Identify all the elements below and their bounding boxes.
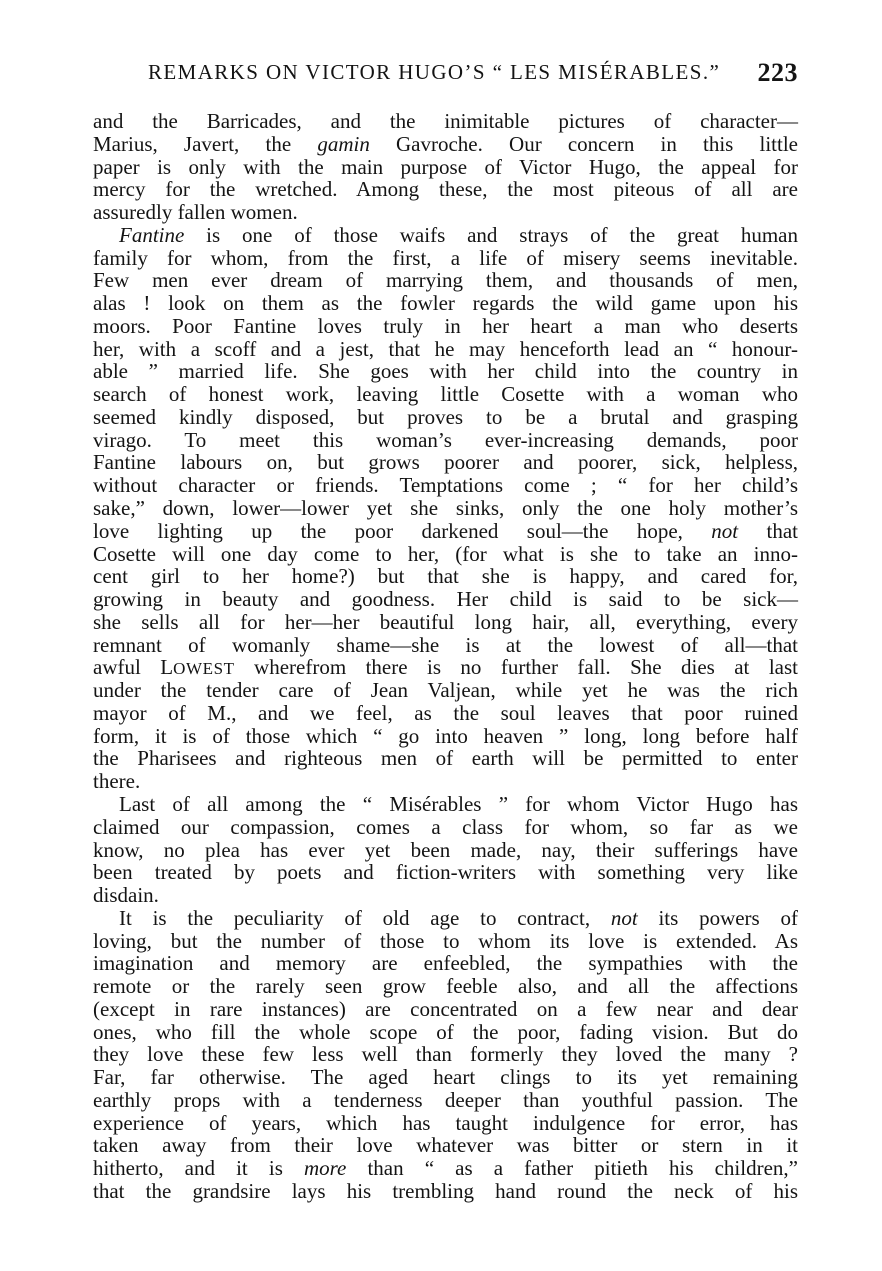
- text-line: [93, 1066, 798, 1089]
- text-segment: know, no plea has ever yet been made, nay, their sufferings have: [93, 837, 798, 862]
- text-line: [93, 634, 798, 657]
- text-segment: disdain.: [93, 883, 159, 908]
- text-segment: Gavroche. Our concern in this little: [369, 131, 798, 156]
- text-segment: It is the peculiarity of old age to contract,: [119, 905, 611, 930]
- text-segment: without character or friends. Temptations come ; “ for her child’s: [93, 473, 798, 498]
- text-line: [93, 474, 798, 497]
- text-line: [93, 975, 798, 998]
- text-segment: is one of those waifs and strays of the great human: [184, 222, 798, 247]
- text-line: [93, 1134, 798, 1157]
- text-line: [93, 702, 798, 725]
- text-segment: Far, far otherwise. The aged heart clings to its yet remaining: [93, 1065, 798, 1090]
- text-line: [93, 338, 798, 361]
- text-line: [93, 861, 798, 884]
- text-line: [93, 497, 798, 520]
- text-segment: form, it is of those which “ go into heaven ” long, long before half: [93, 723, 798, 748]
- text-line: [93, 1112, 798, 1135]
- text-segment: alas ! look on them as the fowler regards the wild game upon his: [93, 291, 798, 316]
- text-segment: Cosette will one day come to her, (for what is she to take an inno-: [93, 541, 798, 566]
- text-line: [93, 156, 798, 179]
- text-line: [93, 565, 798, 588]
- italic-text: not: [711, 518, 739, 543]
- text-segment: search of honest work, leaving little Cosette with a woman who: [93, 382, 798, 407]
- text-line: [93, 360, 798, 383]
- text-line: [93, 543, 798, 566]
- text-segment: paper is only with the main purpose of Victor Hugo, the appeal for: [93, 154, 798, 179]
- italic-text: Fantine: [119, 222, 185, 247]
- running-head: REMARKS ON VICTOR HUGO’S “ LES MISÉRABLES.”: [148, 60, 721, 84]
- text-segment: cent girl to her home?) but that she is happy, and cared for,: [93, 564, 798, 589]
- text-line: [93, 725, 798, 748]
- text-segment: they love these few less well than formerly they loved the many ?: [93, 1042, 798, 1067]
- text-segment: wherefrom there is no further fall. She dies at last: [234, 655, 798, 680]
- text-segment: family for whom, from the first, a life of misery seems inevitable.: [93, 245, 798, 270]
- text-segment: its powers of: [637, 905, 798, 930]
- text-line: [93, 383, 798, 406]
- text-line: [93, 1043, 798, 1066]
- text-segment: remnant of womanly shame—she is at the lowest of all—that: [93, 632, 798, 657]
- body-text: [93, 110, 798, 1203]
- text-segment: sake,” down, lower—lower yet she sinks, only the one holy mother’s: [93, 496, 798, 521]
- text-line: [93, 1157, 798, 1180]
- text-line: [93, 747, 798, 770]
- text-segment: hitherto, and it is: [93, 1156, 304, 1181]
- text-segment: virago. To meet this woman’s ever-increasing demands, poor: [93, 427, 798, 452]
- italic-text: more: [303, 1156, 347, 1181]
- text-segment: love lighting up the poor darkened soul—the hope,: [93, 518, 712, 543]
- text-segment: able ” married life. She goes with her child into the country in: [93, 359, 798, 384]
- text-segment: that the grandsire lays his trembling hand round the neck of his: [93, 1178, 798, 1203]
- text-segment: than “ as a father pitieth his children,”: [346, 1156, 798, 1181]
- text-line: [93, 269, 798, 292]
- text-segment: ones, who fill the whole scope of the poor, fading vision. But do: [93, 1019, 798, 1044]
- text-segment: claimed our compassion, comes a class for whom, so far as we: [93, 814, 798, 839]
- text-line: [93, 839, 798, 862]
- text-line: [93, 520, 798, 543]
- text-segment: under the tender care of Jean Valjean, while yet he was the rich: [93, 678, 798, 703]
- text-line: [93, 201, 798, 224]
- text-line: [93, 1021, 798, 1044]
- text-line: [93, 110, 798, 133]
- text-line: [93, 292, 798, 315]
- text-segment: she sells all for her—her beautiful long hair, all, everything, every: [93, 609, 798, 634]
- text-line: [93, 793, 798, 816]
- text-line: [93, 998, 798, 1021]
- text-line: [93, 451, 798, 474]
- text-segment: Fantine labours on, but grows poorer and poorer, sick, helpless,: [93, 450, 798, 475]
- text-segment: Marius, Javert, the: [93, 131, 318, 156]
- text-line: [93, 952, 798, 975]
- page-number: 223: [757, 58, 798, 87]
- text-segment: remote or the rarely seen grow feeble also, and all the affections: [93, 974, 798, 999]
- text-segment: mayor of M., and we feel, as the soul leaves that poor ruined: [93, 700, 798, 725]
- text-segment: the Pharisees and righteous men of earth will be permitted to enter: [93, 746, 798, 771]
- text-line: [93, 611, 798, 634]
- text-segment: seemed kindly disposed, but proves to be a brutal and grasping: [93, 404, 798, 429]
- text-segment: earthly props with a tenderness deeper than youthful passion. The: [93, 1087, 798, 1112]
- text-segment: awful L: [93, 655, 174, 680]
- text-line: [93, 816, 798, 839]
- italic-text: gamin: [317, 131, 370, 156]
- text-line: [93, 770, 798, 793]
- text-segment: growing in beauty and goodness. Her child is said to be sick—: [93, 587, 798, 612]
- text-segment: assuredly fallen women.: [93, 200, 298, 225]
- text-line: [93, 1089, 798, 1112]
- text-line: [93, 656, 798, 679]
- text-line: [93, 884, 798, 907]
- text-segment: Last of all among the “ Misérables ” for whom Victor Hugo has: [119, 791, 798, 816]
- text-segment: and the Barricades, and the inimitable pictures of character—: [93, 109, 798, 133]
- text-line: [93, 406, 798, 429]
- text-line: [93, 315, 798, 338]
- text-segment: loving, but the number of those to whom its love is extended. As: [93, 928, 798, 953]
- text-segment: been treated by poets and fiction-writers with something very like: [93, 860, 798, 885]
- text-line: [93, 907, 798, 930]
- small-caps-text: OWEST: [173, 659, 235, 679]
- text-line: [93, 247, 798, 270]
- page-header: [93, 58, 798, 98]
- text-line: [93, 133, 798, 156]
- text-segment: taken away from their love whatever was bitter or stern in it: [93, 1133, 798, 1158]
- italic-text: not: [610, 905, 638, 930]
- text-line: [93, 588, 798, 611]
- text-line: [93, 224, 798, 247]
- text-segment: her, with a scoff and a jest, that he may henceforth lead an “ honour-: [93, 336, 798, 361]
- text-line: [93, 679, 798, 702]
- text-segment: moors. Poor Fantine loves truly in her heart a man who deserts: [93, 313, 798, 338]
- text-line: [93, 930, 798, 953]
- text-segment: (except in rare instances) are concentrated on a few near and dear: [93, 996, 798, 1021]
- text-segment: mercy for the wretched. Among these, the most piteous of all are: [93, 177, 798, 202]
- text-segment: Few men ever dream of marrying them, and thousands of men,: [93, 268, 798, 293]
- text-line: [93, 1180, 798, 1203]
- text-line: [93, 178, 798, 201]
- text-segment: there.: [93, 769, 141, 794]
- text-segment: imagination and memory are enfeebled, the sympathies with the: [93, 951, 798, 976]
- text-segment: experience of years, which has taught indulgence for error, has: [93, 1110, 798, 1135]
- text-line: [93, 429, 798, 452]
- text-segment: that: [738, 518, 798, 543]
